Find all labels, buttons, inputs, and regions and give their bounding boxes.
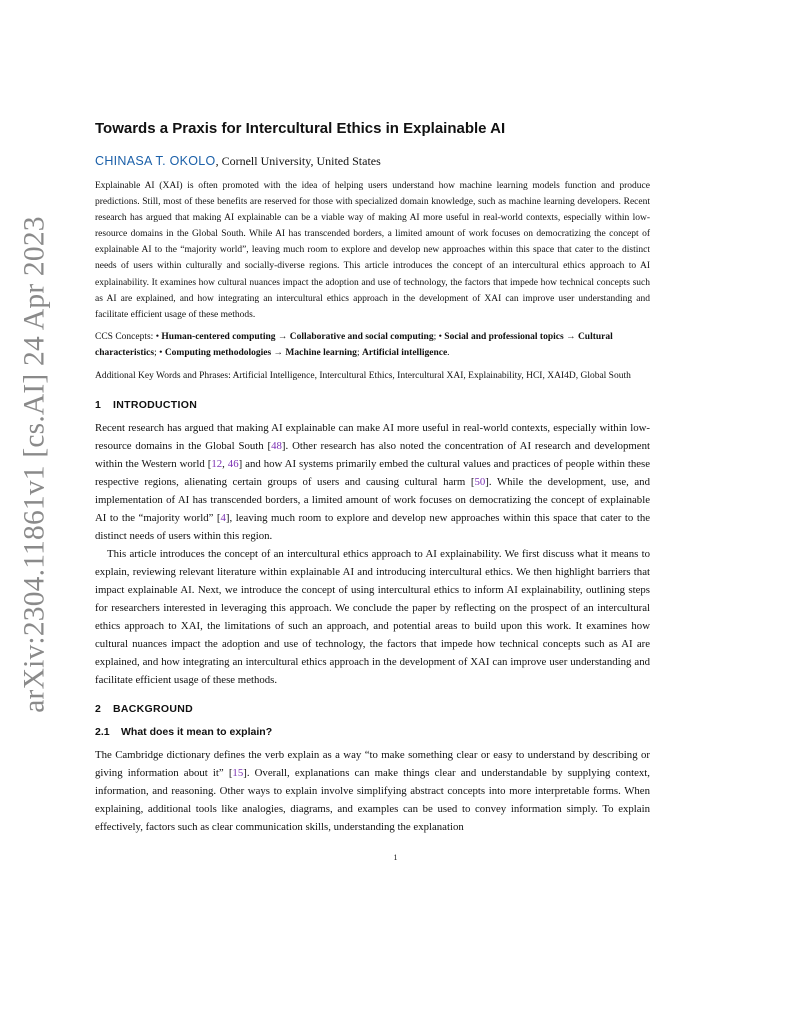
text-run: ] and how AI systems primarily embed the cultural values and practices of people within these respective regions, alienating certain groups of users and causing cultural harm [ (95, 457, 650, 488)
author-name: CHINASA T. OKOLO (95, 154, 216, 168)
citation-link[interactable]: 4 (220, 511, 226, 524)
ccs-concept-6: Machine learning (285, 347, 357, 358)
author-affiliation: , Cornell University, United States (215, 154, 381, 168)
ccs-arrow: → (271, 347, 286, 358)
citation-link[interactable]: 46 (227, 457, 239, 470)
citation-link[interactable]: 12 (211, 457, 223, 470)
ccs-separator: ; • (154, 347, 165, 358)
section-title: INTRODUCTION (113, 398, 198, 411)
arxiv-identifier-text: arXiv:2304.11861v1 [cs.AI] 24 Apr 2023 (18, 215, 51, 713)
subsection-heading-what-does-it-mean (95, 724, 650, 740)
ccs-end: . (447, 347, 450, 358)
ccs-concepts (95, 329, 650, 361)
keywords: Additional Key Words and Phrases: Artificial Intelligence, Intercultural Ethics, Intercultural XAI, Explainability, HCI, XAI4D, Global South (95, 370, 631, 381)
ccs-concept-1: Human-centered computing (161, 331, 276, 342)
ccs-prefix: CCS Concepts: • (95, 331, 162, 342)
citation-link[interactable]: 15 (232, 766, 244, 779)
ccs-concept-2: Collaborative and social computing (289, 331, 434, 342)
subsection-number: 2.1 (95, 725, 110, 738)
section-number: 1 (95, 398, 102, 411)
text-run: Recent research has argued that making AI explainable can make AI more useful in real-world contexts, especially within low-resource domains in the Global South [ (95, 421, 650, 452)
text-run: , (222, 457, 228, 470)
citation-link[interactable]: 48 (271, 439, 282, 452)
paper-title: Towards a Praxis for Intercultural Ethics in Explainable AI (95, 120, 506, 137)
ccs-arrow: → (275, 331, 290, 342)
page-number: 1 (393, 853, 398, 862)
ccs-separator: ; (356, 347, 362, 358)
citation-link[interactable]: 50 (474, 475, 486, 488)
section-title: BACKGROUND (113, 702, 193, 715)
text-run: ], leaving much room to explore and develop new approaches within this space that cater to the distinct needs of users within this region. (95, 511, 651, 542)
section-number: 2 (95, 702, 102, 715)
ccs-concept-3: Social and professional topics (444, 331, 564, 342)
ccs-concept-4: Cultural characteristics (95, 331, 613, 358)
text-run: ]. Overall, explanations can make things clear and understandable by supplying context, information, and reasoning. Other ways to explain involve simplifying abstract concepts into more interpretable forms. When explaining, additional tools like analogies, diagrams, and examples can be used to convey information simply. To explain effectively, factors such as clear communication skills, understanding the explanation (95, 766, 650, 833)
text-run: ]. While the development, use, and implementation of AI has transcended borders, a limited amount of work focuses on democratizing the concept of explainable AI to the “majority world” [ (95, 475, 650, 524)
intro-paragraph-2: This article introduces the concept of an intercultural ethics approach to AI explainability. We first discuss what it means to explain, reviewing relevant literature within explainable AI and introducing intercultural ethics. We then highlight barriers that impact explainable AI. Next, we introduce the concept of using intercultural ethics to inform AI explainability, outlining steps for researchers interested in leveraging this approach. We conclude the paper by reflecting on the prospect of an intercultural ethics approach to XAI, the limitations of such an approach, and potential areas to build upon this work. It examines how cultural nuances impact the adoption and use of technology, the factors that impede how technical concepts such as AI are explained, and how integrating an intercultural ethics approach in the development of XAI can improve user understanding and facilitate efficient usage of these methods. (95, 547, 650, 686)
background-paragraph-1 (95, 746, 650, 836)
subsection-title: What does it mean to explain? (121, 725, 273, 738)
intro-paragraph-1 (95, 419, 650, 545)
ccs-concept-7: Artificial intelligence (361, 347, 448, 358)
paper-page (95, 118, 650, 836)
ccs-separator: ; • (433, 331, 445, 342)
arxiv-identifier-stamp (18, 215, 51, 713)
ccs-concept-5: Computing methodologies (164, 347, 272, 358)
section-heading-introduction (95, 397, 650, 413)
text-run: ]. Other research has also noted the concentration of AI research and development within the Western world [ (95, 439, 650, 470)
section-heading-background (95, 701, 650, 717)
ccs-arrow: → (563, 331, 578, 342)
author-line (95, 152, 650, 170)
abstract: Explainable AI (XAI) is often promoted with the idea of helping users understand how machine learning models function and produce predictions. Still, most of these benefits are reserved for those with specialized domain knowledge, such as machine learning developers. Recent research has argued that making AI explainable can be a viable way of making AI more useful in real-world contexts, especially within low-resource domains in the Global South. While AI has transcended borders, a limited amount of work focuses on democratizing the concept of explainable AI to the “majority world”, leaving much room to explore and develop new approaches within this space that cater to the distinct needs of users within culturally and socially-diverse regions. This article introduces the concept of an intercultural ethics approach to AI explainability. It examines how cultural nuances impact the adoption and use of technology, the factors that impede how technical concepts such as AI are explained, and how integrating an intercultural ethics approach in the development of XAI can improve user understanding and facilitate efficient usage of these methods. (95, 181, 650, 320)
text-run: The Cambridge dictionary defines the verb explain as a way “to make something clear or easy to understand by describing or giving information about it” [ (95, 748, 650, 779)
